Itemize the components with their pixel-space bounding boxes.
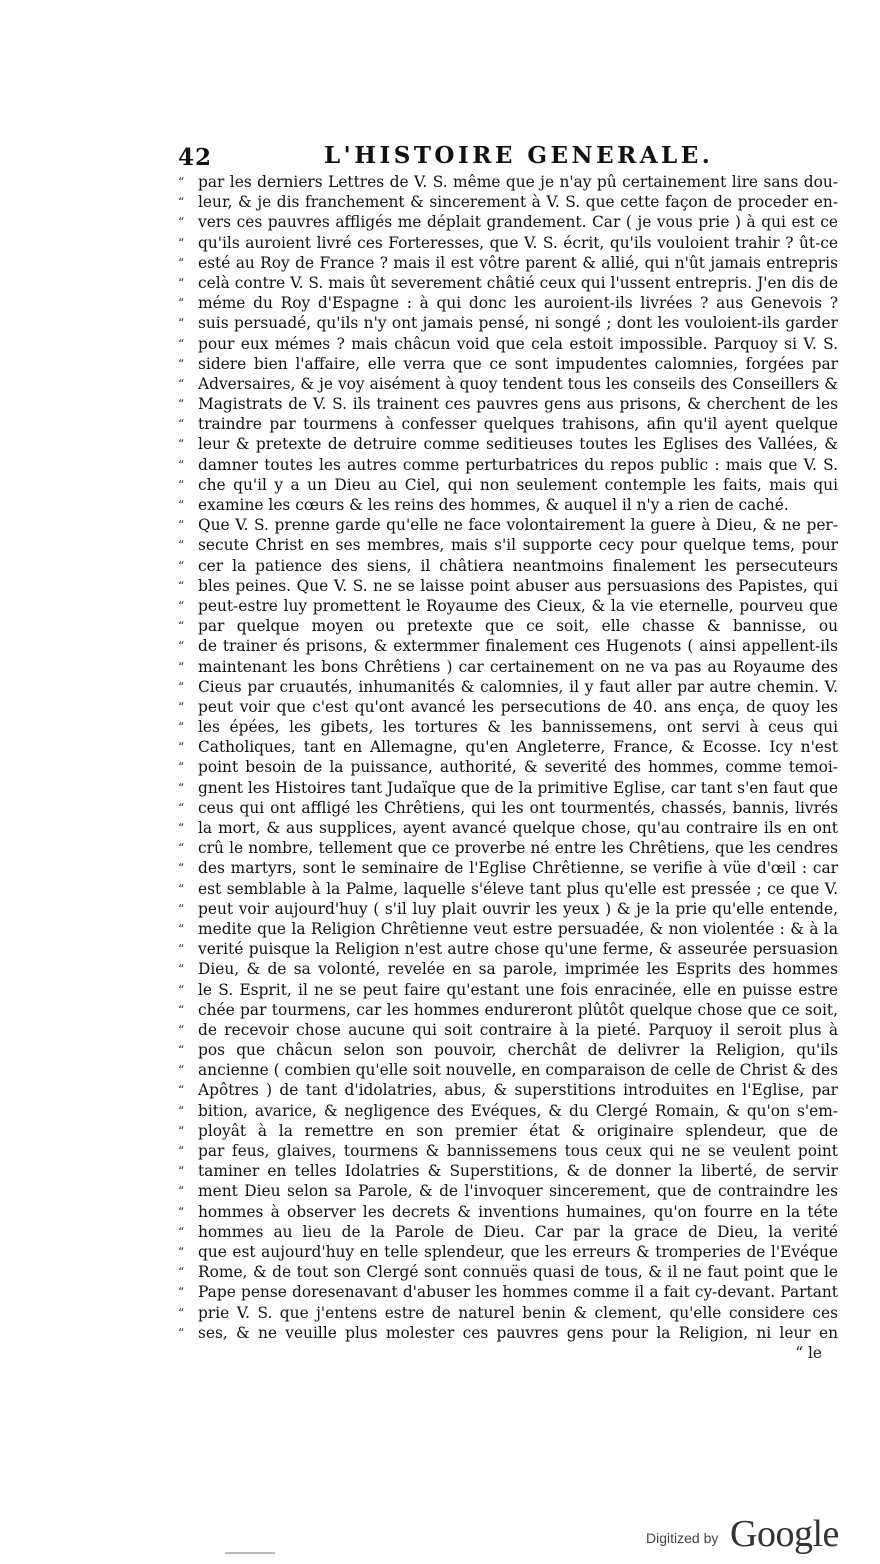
line-text: Pape pense doresenavant d'abuser les hommes comme il a fait cy-devant. Partant: [198, 1283, 838, 1302]
line-text: sidere bien l'affaire, elle verra que ce sont impudentes calomnies, forgées par: [198, 354, 838, 373]
quotation-mark: “: [178, 1325, 185, 1340]
line-text: de trainer és prisons, & extermmer finalement ces Hugenots ( ainsi appellent-ils: [198, 637, 838, 656]
quotation-mark: “: [178, 477, 185, 492]
text-line: [178, 959, 838, 979]
text-line: [178, 778, 838, 798]
text-line: [178, 1303, 838, 1323]
quotation-mark: “: [178, 498, 185, 512]
line-text: leur & pretexte de detruire comme seditieuses toutes les Eglises des Vallées, &: [198, 435, 838, 454]
line-text: ses, & ne veuille plus molester ces pauvres gens pour la Religion, ni leur en: [198, 1323, 838, 1342]
line-text: vers ces pauvres affligés me déplait grandement. Car ( je vous prie ) à qui est ce: [198, 213, 838, 232]
line-text: verité puisque la Religion n'est autre chose qu'une ferme, & asseurée persuasion: [198, 940, 838, 959]
line-text: pos que châcun selon son pouvoir, cherchât de delivrer la Religion, qu'ils: [198, 1041, 838, 1060]
quotation-mark: “: [178, 1285, 185, 1300]
text-line: [178, 818, 838, 838]
quotation-mark: “: [178, 800, 185, 815]
line-text: ment Dieu selon sa Parole, & de l'invoquer sincerement, que de contraindre les: [198, 1182, 838, 1201]
line-text: bles peines. Que V. S. ne se laisse point abuser aus persuasions des Papistes, qui: [198, 576, 838, 595]
line-text: damner toutes les autres comme perturbatrices du repos public : mais que V. S.: [198, 455, 838, 474]
quotation-mark: “: [178, 417, 185, 432]
text-line: [178, 1040, 838, 1060]
running-title: L'HISTOIRE GENERALE.: [324, 142, 714, 169]
quotation-mark: “: [178, 356, 185, 371]
quotation-mark: “: [178, 699, 185, 714]
line-text: secute Christ en ses membres, mais s'il supporte cecy pour quelque tems, pour: [198, 536, 838, 555]
line-text: que est aujourd'huy en telle splendeur, que les erreurs & tromperies de l'Evéque: [198, 1242, 838, 1261]
text-line: [178, 495, 838, 515]
quotation-mark: “: [178, 336, 185, 351]
quotation-mark: “: [178, 1224, 185, 1239]
line-text: les épées, les gibets, les tortures & les bannissemens, ont servi à ceus qui: [198, 718, 838, 737]
quotation-mark: “: [178, 1123, 185, 1138]
line-text: peut voir aujourd'huy ( s'il luy plait ouvrir les yeux ) & je la prie qu'elle entende,: [198, 899, 838, 918]
line-text: crû le nombre, tellement que ce proverbe né entre les Chrêtiens, que les cendres: [198, 839, 838, 858]
quotation-mark: “: [178, 578, 185, 593]
quotation-mark: “: [178, 1022, 185, 1037]
text-line: [178, 697, 838, 717]
quotation-mark: “: [178, 255, 185, 270]
text-line: [178, 1161, 838, 1181]
text-line: [178, 253, 838, 273]
text-line: [178, 1202, 838, 1222]
quotation-mark: “: [178, 215, 185, 230]
quotation-mark: “: [178, 598, 185, 613]
ink-smudge: [225, 1552, 275, 1554]
line-text: hommes au lieu de la Parole de Dieu. Car par la grace de Dieu, la verité: [198, 1222, 838, 1241]
quotation-mark: “: [178, 397, 185, 412]
line-text: Catholiques, tant en Allemagne, qu'en Angleterre, France, & Ecosse. Icy n'est: [198, 738, 838, 757]
text-line: [178, 515, 838, 535]
text-line: [178, 1101, 838, 1121]
text-line: [178, 172, 838, 192]
text-line: [178, 313, 838, 333]
quotation-mark: “: [178, 760, 185, 775]
quotation-mark: “: [178, 1265, 185, 1280]
text-line: [178, 636, 838, 656]
text-line: [178, 677, 838, 697]
text-line: [178, 939, 838, 959]
text-line: [178, 233, 838, 253]
text-line: [178, 1181, 838, 1201]
quotation-mark: “: [178, 1103, 185, 1118]
catchword: “ le: [795, 1343, 822, 1362]
quotation-mark: “: [178, 275, 185, 290]
line-text: Apôtres ) de tant d'idolatries, abus, & superstitions introduites en l'Eglise, par: [198, 1081, 838, 1100]
text-line: [178, 596, 838, 616]
text-line: [178, 1323, 838, 1343]
line-text: des martyrs, sont le seminaire de l'Eglise Chrêtienne, se verifie à vüe d'œil : car: [198, 859, 838, 878]
quotation-mark: “: [178, 841, 185, 856]
quotation-mark: “: [178, 901, 185, 916]
line-text: par les derniers Lettres de V. S. même que je n'ay pû certainement lire sans dou-: [198, 173, 838, 191]
text-line: [178, 394, 838, 414]
line-text: gnent les Histoires tant Judaïque que de la primitive Eglise, car tant s'en faut que: [198, 778, 838, 797]
text-line: [178, 737, 838, 757]
line-text: maintenant les bons Chrêtiens ) car certainement on ne va pas au Royaume des: [198, 657, 838, 676]
text-line: [178, 798, 838, 818]
text-line: [178, 1262, 838, 1282]
text-line: [178, 899, 838, 919]
text-line: [178, 556, 838, 576]
text-line: [178, 192, 838, 212]
line-text: pour eux mémes ? mais châcun void que cela estoit impossible. Parquoy si V. S.: [198, 334, 838, 353]
page-number: 42: [178, 144, 213, 171]
quotation-mark: “: [178, 195, 185, 210]
line-text: celà contre V. S. mais ût severement châtié ceux qui l'ussent entrepris. J'en dis de: [198, 273, 838, 292]
google-logo: Google: [730, 1513, 839, 1555]
quotation-mark: “: [178, 861, 185, 876]
quotation-mark: “: [178, 1305, 185, 1320]
text-line: [178, 374, 838, 394]
line-text: peut-estre luy promettent le Royaume des Cieux, & la vie eternelle, pourveu que: [198, 596, 838, 615]
quotation-mark: “: [178, 1244, 185, 1259]
quotation-mark: “: [178, 457, 185, 472]
text-line: [178, 434, 838, 454]
body-text: [178, 172, 838, 1363]
quotation-mark: “: [178, 1164, 185, 1179]
text-line: [178, 273, 838, 293]
line-text: ployât à la remettre en son premier état & originaire splendeur, que de: [198, 1121, 838, 1140]
quotation-mark: “: [178, 1043, 185, 1058]
quotation-mark: “: [178, 921, 185, 936]
quotation-mark: “: [178, 982, 185, 997]
text-line: [178, 1121, 838, 1141]
quotation-mark: “: [178, 518, 185, 533]
line-text: Que V. S. prenne garde qu'elle ne face volontairement la guere à Dieu, & ne per-: [198, 516, 838, 535]
quotation-mark: “: [178, 1184, 185, 1199]
line-text: taminer en telles Idolatries & Superstitions, & de donner la liberté, de servir: [198, 1162, 838, 1181]
quotation-mark: “: [178, 720, 185, 735]
line-text: chée par tourmens, car les hommes endureront plûtôt quelque chose que ce soit,: [198, 1000, 838, 1019]
text-line: [178, 1000, 838, 1020]
quotation-mark: “: [178, 175, 185, 189]
line-text: Adversaires, & je voy aisément à quoy tendent tous les conseils des Conseillers &: [198, 374, 838, 393]
line-text: le S. Esprit, il ne se peut faire qu'estant une fois enracinée, elle en puisse estre: [198, 980, 838, 999]
line-text: peut voir que c'est qu'ont avancé les persecutions de 40. ans ença, de quoy les: [198, 697, 838, 716]
line-text: par quelque moyen ou pretexte que ce soit, elle chasse & bannisse, ou: [198, 617, 838, 636]
text-line: [178, 414, 838, 434]
quotation-mark: “: [178, 437, 185, 452]
text-line: [178, 1080, 838, 1100]
line-text: la mort, & aus supplices, ayent avancé quelque chose, qu'au contraire ils en ont: [198, 819, 838, 837]
quotation-mark: “: [178, 1204, 185, 1219]
text-line: [178, 1141, 838, 1161]
quotation-mark: “: [178, 235, 185, 250]
line-text: suis persuadé, qu'ils n'y ont jamais pensé, ni songé ; dont les vouloient-ils garder: [198, 314, 838, 333]
line-text: leur, & je dis franchement & sincerement à V. S. que cette façon de proceder en-: [198, 193, 838, 212]
line-text: examine les cœurs & les reins des hommes, & auquel il n'y a rien de caché.: [198, 496, 789, 514]
text-line: [178, 455, 838, 475]
quotation-mark: “: [178, 376, 185, 391]
line-text: qu'ils auroient livré ces Forteresses, que V. S. écrit, qu'ils vouloient trahir ? ût-ce: [198, 233, 838, 252]
line-text: hommes à observer les decrets & inventions humaines, qu'on fourre en la téte: [198, 1202, 838, 1221]
text-line: [178, 980, 838, 1000]
quotation-mark: “: [178, 1063, 185, 1078]
line-text: est semblable à la Palme, laquelle s'éleve tant plus qu'elle est pressée ; ce que V.: [198, 879, 838, 898]
quotation-mark: “: [178, 1002, 185, 1017]
digitization-watermark: [646, 1512, 866, 1555]
text-line: [178, 919, 838, 939]
text-line: [178, 717, 838, 737]
text-line: [178, 616, 838, 636]
line-text: de recevoir chose aucune qui soit contraire à la pieté. Parquoy il seroit plus à: [198, 1020, 838, 1039]
quotation-mark: “: [178, 639, 185, 654]
line-text: che qu'il y a un Dieu au Ciel, qui non seulement contemple les faits, mais qui: [198, 475, 838, 494]
quotation-mark: “: [178, 962, 185, 977]
page-header: [178, 142, 838, 172]
quotation-mark: “: [178, 296, 185, 311]
line-text: ancienne ( combien qu'elle soit nouvelle, en comparaison de celle de Christ & des: [198, 1061, 838, 1080]
line-text: medite que la Religion Chrêtienne veut estre persuadée, & non violentée : & à la: [198, 919, 838, 938]
digitized-by-label: Digitized by: [646, 1530, 719, 1546]
text-line: [178, 757, 838, 777]
quotation-mark: “: [178, 780, 185, 795]
text-line: [178, 1242, 838, 1262]
line-text: Rome, & de tout son Clergé sont connuës quasi de tous, & il ne faut point que le: [198, 1263, 838, 1282]
text-line: [178, 838, 838, 858]
quotation-mark: “: [178, 659, 185, 674]
quotation-mark: “: [178, 881, 185, 896]
line-text: ceus qui ont affligé les Chrêtiens, qui les ont tourmentés, chassés, bannis, livrés: [198, 798, 838, 817]
quotation-mark: “: [178, 1083, 185, 1098]
text-line: [178, 576, 838, 596]
text-line: [178, 1222, 838, 1242]
text-line: [178, 212, 838, 232]
line-text: méme du Roy d'Espagne : à qui donc les auroient-ils livrées ? aus Genevois ?: [198, 294, 838, 313]
quotation-mark: “: [178, 316, 185, 331]
line-text: bition, avarice, & negligence des Evéques, & du Clergé Romain, & qu'on s'em-: [198, 1101, 838, 1120]
text-line: [178, 535, 838, 555]
text-line: [178, 1282, 838, 1302]
quotation-mark: “: [178, 942, 185, 957]
line-text: traindre par tourmens à confesser quelques trahisons, afin qu'il ayent quelque: [198, 415, 838, 434]
text-line: [178, 475, 838, 495]
quotation-mark: “: [178, 740, 185, 755]
text-line: [178, 858, 838, 878]
text-line: [178, 1020, 838, 1040]
text-line: [178, 334, 838, 354]
line-text: prie V. S. que j'entens estre de naturel benin & clement, qu'elle considere ces: [198, 1303, 838, 1322]
text-line: [178, 1060, 838, 1080]
text-line: [178, 354, 838, 374]
line-text: esté au Roy de France ? mais il est vôtre parent & allié, qui n'ût jamais entrepris: [198, 253, 838, 272]
line-text: Cieus par cruautés, inhumanités & calomnies, il y faut aller par autre chemin. V.: [198, 677, 838, 696]
line-text: Dieu, & de sa volonté, revelée en sa parole, imprimée les Esprits des hommes: [198, 960, 838, 979]
catchword-line: [178, 1343, 838, 1363]
text-line: [178, 879, 838, 899]
line-text: point besoin de la puissance, authorité, & severité des hommes, comme temoi-: [198, 758, 838, 777]
quotation-mark: “: [178, 1144, 185, 1158]
quotation-mark: “: [178, 821, 185, 835]
quotation-mark: “: [178, 679, 185, 694]
line-text: cer la patience des siens, il châtiera neantmoins finalement les persecuteurs: [198, 556, 838, 575]
text-line: [178, 657, 838, 677]
quotation-mark: “: [178, 619, 185, 634]
line-text: par feus, glaives, tourmens & bannissemens tous ceux qui ne se veulent point: [198, 1142, 838, 1160]
line-text: Magistrats de V. S. ils trainent ces pauvres gens aus prisons, & cherchent de les: [198, 395, 838, 414]
text-line: [178, 293, 838, 313]
quotation-mark: “: [178, 558, 185, 573]
quotation-mark: “: [178, 538, 185, 553]
